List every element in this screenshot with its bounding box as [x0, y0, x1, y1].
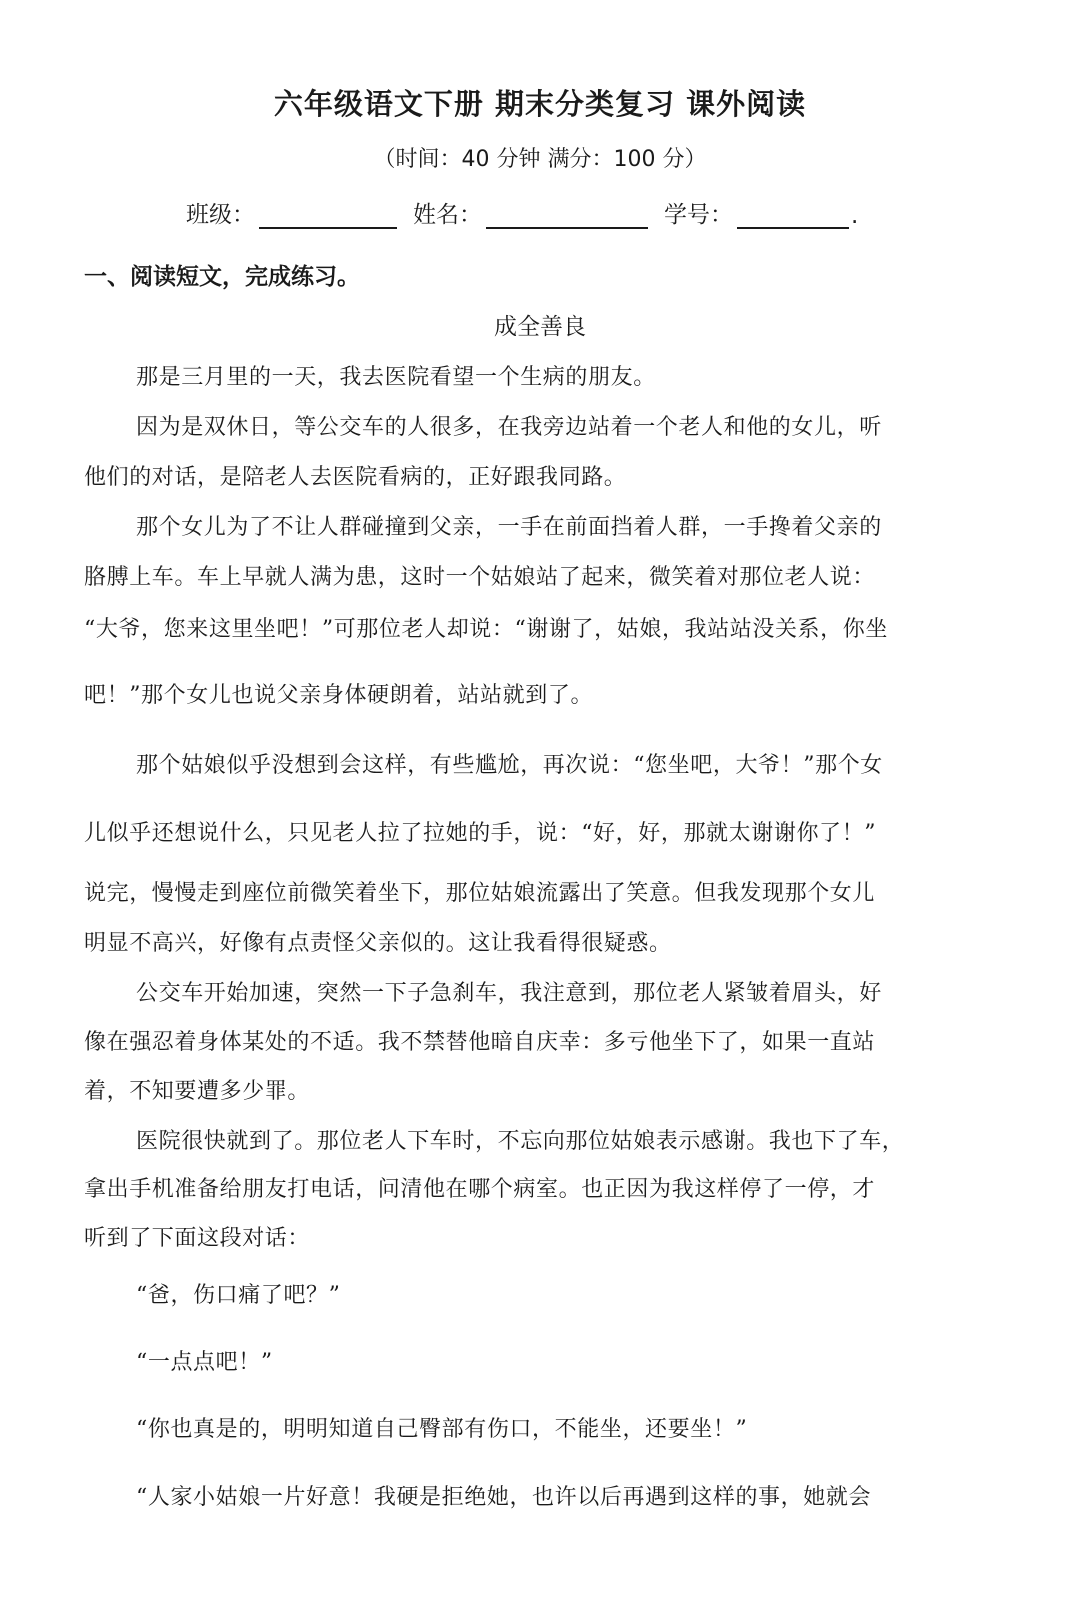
dialogue-line: “人家小姑娘一片好意！我硬是拒绝她，也许以后再遇到这样的事，她就会: [136, 1485, 872, 1510]
name-blank[interactable]: [486, 203, 648, 229]
article-line: “大爷，您来这里坐吧！”可那位老人却说：“谢谢了，姑娘，我站站没关系，你坐: [84, 617, 888, 642]
dialogue-line: “你也真是的，明明知道自己臀部有伤口，不能坐，还要坐！”: [136, 1417, 748, 1442]
dialogue-line: “爸，伤口痛了吧？”: [136, 1283, 341, 1308]
id-label: 学号：: [664, 202, 733, 228]
article-line: 说完，慢慢走到座位前微笑着坐下，那位姑娘流露出了笑意。但我发现那个女儿: [84, 881, 876, 906]
article-line: 那个姑娘似乎没想到会这样，有些尴尬，再次说：“您坐吧，大爷！”那个女: [136, 753, 883, 778]
class-label: 班级：: [186, 202, 255, 228]
article-line: 拿出手机准备给朋友打电话，问清他在哪个病室。也正因为我这样停了一停，才: [84, 1177, 876, 1202]
article-line: 像在强忍着身体某处的不适。我不禁替他暗自庆幸：多亏他坐下了，如果一直站: [84, 1030, 876, 1055]
article-line: 公交车开始加速，突然一下子急刹车，我注意到，那位老人紧皱着眉头，好: [136, 981, 882, 1006]
article-line: 那是三月里的一天，我去医院看望一个生病的朋友。: [136, 365, 656, 390]
article-line: 吧！”那个女儿也说父亲身体硬朗着，站站就到了。: [84, 683, 594, 708]
article-line: 因为是双休日，等公交车的人很多，在我旁边站着一个老人和他的女儿，听: [136, 415, 882, 440]
class-blank[interactable]: [259, 203, 397, 229]
article-line: 那个女儿为了不让人群碰撞到父亲，一手在前面挡着人群，一手搀着父亲的: [136, 515, 882, 540]
student-id-blank[interactable]: [737, 203, 849, 229]
article-title: 成全善良: [494, 314, 586, 340]
article-line: 听到了下面这段对话：: [84, 1226, 311, 1251]
article-line: 儿似乎还想说什么，只见老人拉了拉她的手，说：“好，好，那就太谢谢你了！”: [84, 821, 877, 846]
article-line: 医院很快就到了。那位老人下车时，不忘向那位姑娘表示感谢。我也下了车，: [136, 1129, 905, 1154]
article-line: 胳膊上车。车上早就人满为患，这时一个姑娘站了起来，微笑着对那位老人说：: [84, 565, 876, 590]
exam-time-score: （时间：40 分钟 满分：100 分）: [373, 147, 707, 172]
name-label: 姓名：: [413, 202, 482, 228]
article-line: 他们的对话，是陪老人去医院看病的，正好跟我同路。: [84, 465, 627, 490]
article-line: 着，不知要遭多少罪。: [84, 1079, 311, 1104]
page-title: 六年级语文下册 期末分类复习 课外阅读: [273, 87, 807, 121]
end-mark: .: [851, 203, 859, 229]
dialogue-line: “一点点吧！”: [136, 1350, 273, 1375]
section-heading: 一、阅读短文，完成练习。: [84, 264, 360, 290]
student-info-row: [186, 196, 858, 229]
article-line: 明显不高兴，好像有点责怪父亲似的。这让我看得很疑惑。: [84, 931, 672, 956]
